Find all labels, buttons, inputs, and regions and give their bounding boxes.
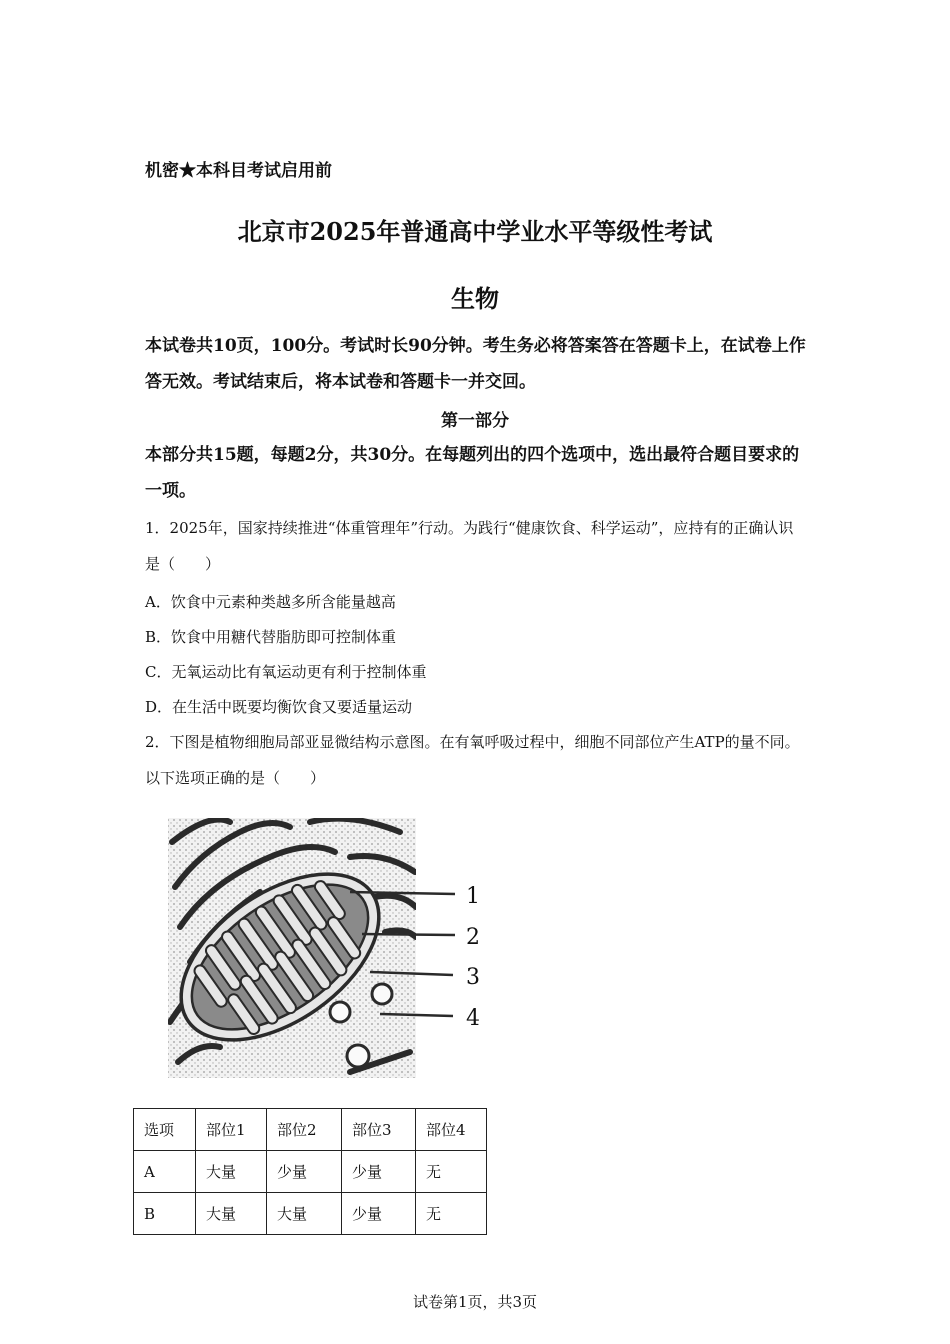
table-row xyxy=(134,1193,487,1235)
label-4: 4 xyxy=(466,1006,480,1031)
vesicle xyxy=(330,1002,350,1022)
part-title: 第一部分 xyxy=(441,411,509,431)
table-cell: 大量 xyxy=(267,1193,342,1235)
answer-options-table xyxy=(133,1108,487,1235)
vesicle xyxy=(347,1045,369,1067)
table-cell: 大量 xyxy=(196,1193,267,1235)
table-cell: 大量 xyxy=(196,1151,267,1193)
table-cell: 少量 xyxy=(342,1193,416,1235)
table-cell: A xyxy=(134,1151,196,1193)
table-cell: 无 xyxy=(416,1193,487,1235)
label-1: 1 xyxy=(466,884,480,909)
table-header-cell: 部位1 xyxy=(196,1109,267,1151)
question-1-option-a: A．饮食中元素种类越多所含能量越高 xyxy=(145,593,396,611)
table-cell: 少量 xyxy=(342,1151,416,1193)
question-1-stem: 1．2025年，国家持续推进“体重管理年”行动。为践行“健康饮食、科学运动”，应持有的正确认识是（ ） xyxy=(145,519,794,573)
page-footer: 试卷第1页，共3页 xyxy=(412,1293,538,1311)
label-2: 2 xyxy=(466,925,480,950)
table-cell: B xyxy=(134,1193,196,1235)
question-1-option-d: D．在生活中既要均衡饮食又要适量运动 xyxy=(145,698,413,716)
table-header-cell: 部位2 xyxy=(267,1109,342,1151)
table-cell: 无 xyxy=(416,1151,487,1193)
part-description: 本部分共15题，每题2分，共30分。在每题列出的四个选项中，选出最符合题目要求的一项。 xyxy=(145,445,800,501)
table-header-row xyxy=(134,1109,487,1151)
vesicle xyxy=(372,984,392,1004)
confidential-notice: 机密★本科目考试启用前 xyxy=(145,161,332,181)
exam-instructions: 本试卷共10页，100分。考试时长90分钟。考生务必将答案答在答题卡上，在试卷上作答无效。考试结束后，将本试卷和答题卡一并交回。 xyxy=(145,336,806,392)
table-header-cell: 部位4 xyxy=(416,1109,487,1151)
table-row xyxy=(134,1151,487,1193)
table-cell: 少量 xyxy=(267,1151,342,1193)
label-3: 3 xyxy=(466,965,480,990)
exam-subject: 生物 xyxy=(451,284,499,313)
exam-title: 北京市2025年普通高中学业水平等级性考试 xyxy=(237,217,713,246)
table-header-cell: 部位3 xyxy=(342,1109,416,1151)
question-1-option-c: C．无氧运动比有氧运动更有利于控制体重 xyxy=(145,663,427,681)
mitochondrion-diagram xyxy=(160,812,490,1087)
table-header-cell: 选项 xyxy=(134,1109,196,1151)
question-2-stem: 2．下图是植物细胞局部亚显微结构示意图。在有氧呼吸过程中，细胞不同部位产生ATP的量不同。以下选项正确的是（ ） xyxy=(145,733,800,787)
question-1-option-b: B．饮食中用糖代替脂肪即可控制体重 xyxy=(145,628,397,646)
